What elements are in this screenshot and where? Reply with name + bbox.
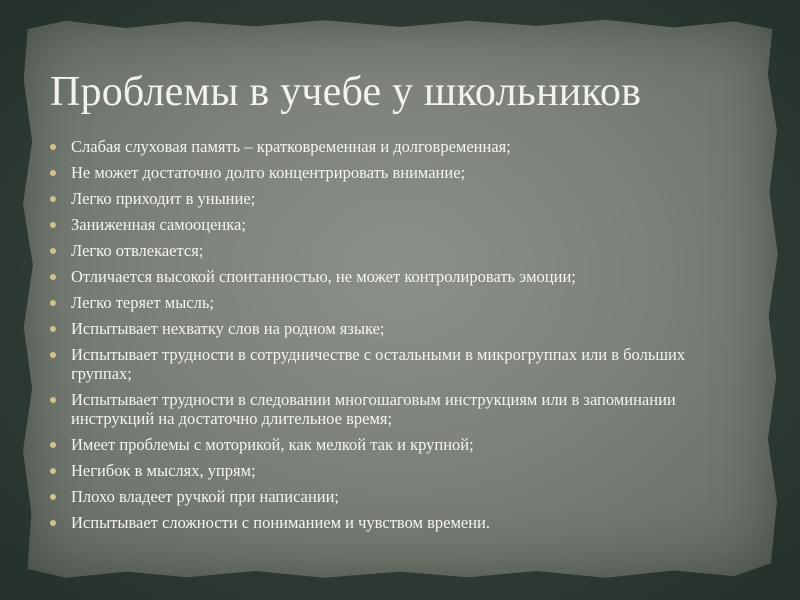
bullet-icon [50,352,56,358]
bullet-icon [50,326,56,332]
list-item [48,461,748,480]
bullet-icon [50,222,56,228]
list-item [48,293,748,312]
list-item-text: Не может достаточно долго концентрировать внимание; [71,163,466,182]
bullet-list [48,137,748,539]
list-item-text: Испытывает сложности с пониманием и чувством времени. [71,513,491,532]
list-item-text: Слабая слуховая память – кратковременная и долговременная; [71,137,511,156]
bullet-icon [50,397,56,403]
list-item-text: Заниженная самооценка; [71,215,246,234]
list-item-text: Легко отвлекается; [71,241,204,260]
list-item [48,513,748,532]
bullet-icon [50,274,56,280]
list-item [48,390,748,428]
list-item-text: Плохо владеет ручкой при написании; [71,487,340,506]
list-item [48,215,748,234]
list-item [48,487,748,506]
list-item [48,241,748,260]
bullet-icon [50,144,56,150]
slide-title: Проблемы в учебе у школьников [50,69,642,115]
bullet-icon [50,494,56,500]
list-item [48,137,748,156]
list-item [48,435,748,454]
list-item-text: Имеет проблемы с моторикой, как мелкой так и крупной; [71,435,474,454]
list-item [48,345,748,383]
bullet-icon [50,300,56,306]
list-item [48,267,748,286]
list-item-text: Легко теряет мысль; [71,293,214,312]
list-item-text: Испытывает трудности в следовании многошаговым инструкциям или в запоминании инструкций на достаточно длительное время; [71,390,676,428]
list-item-text: Легко приходит в уныние; [71,189,256,208]
bullet-icon [50,520,56,526]
list-item [48,319,748,338]
list-item [48,163,748,182]
list-item-text: Негибок в мыслях, упрям; [71,461,256,480]
bullet-icon [50,248,56,254]
bullet-icon [50,196,56,202]
bullet-icon [50,442,56,448]
list-item-text: Отличается высокой спонтанностью, не может контролировать эмоции; [71,267,576,286]
bullet-icon [50,468,56,474]
list-item-text: Испытывает трудности в сотрудничестве с остальными в микрогруппах или в больших группах; [71,345,686,383]
list-item [48,189,748,208]
bullet-icon [50,170,56,176]
list-item-text: Испытывает нехватку слов на родном языке; [71,319,385,338]
